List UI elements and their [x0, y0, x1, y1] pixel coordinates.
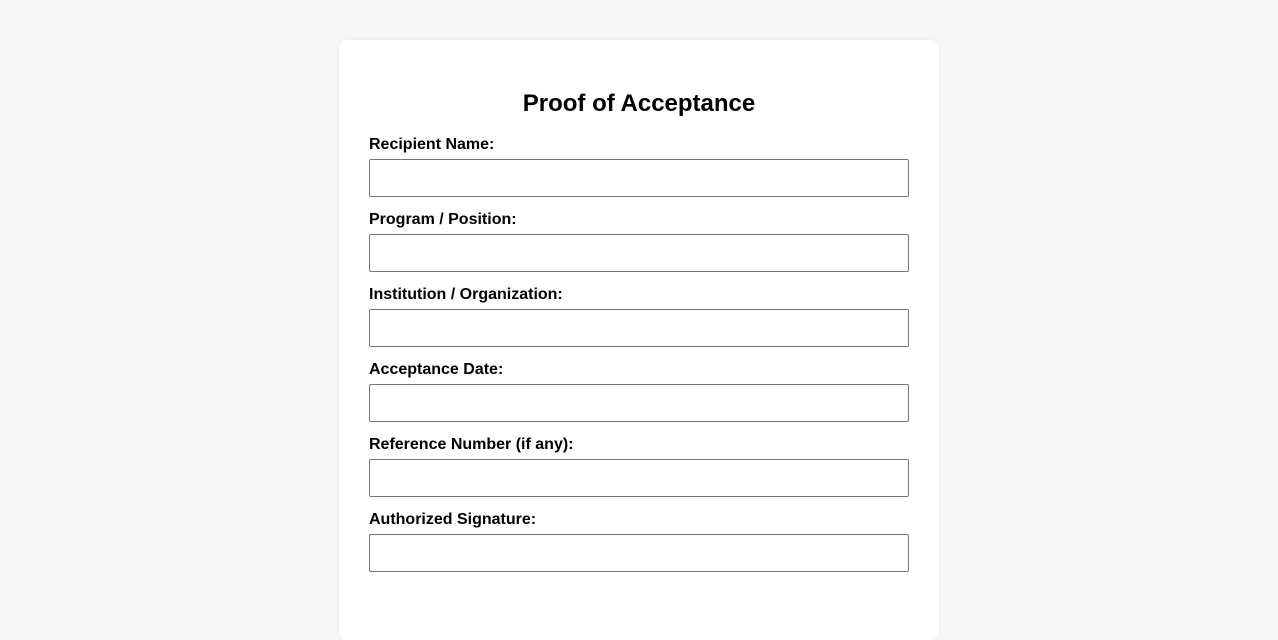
field-recipient-name — [369, 136, 909, 197]
page-title: Proof of Acceptance — [522, 90, 756, 117]
acceptance-date-label: Acceptance Date: — [369, 361, 504, 378]
form-card — [339, 40, 939, 640]
recipient-name-input[interactable] — [369, 159, 909, 197]
acceptance-date-input[interactable] — [369, 384, 909, 422]
reference-number-label: Reference Number (if any): — [369, 436, 574, 453]
field-authorized-signature — [369, 511, 909, 572]
field-institution-organization — [369, 286, 909, 347]
authorized-signature-input[interactable] — [369, 534, 909, 572]
program-position-label: Program / Position: — [369, 211, 517, 228]
reference-number-input[interactable] — [369, 459, 909, 497]
institution-organization-input[interactable] — [369, 309, 909, 347]
institution-organization-label: Institution / Organization: — [369, 286, 563, 303]
field-acceptance-date — [369, 361, 909, 422]
program-position-input[interactable] — [369, 234, 909, 272]
field-program-position — [369, 211, 909, 272]
form-fields — [369, 136, 909, 572]
authorized-signature-label: Authorized Signature: — [369, 511, 537, 528]
field-reference-number — [369, 436, 909, 497]
recipient-name-label: Recipient Name: — [369, 136, 495, 153]
